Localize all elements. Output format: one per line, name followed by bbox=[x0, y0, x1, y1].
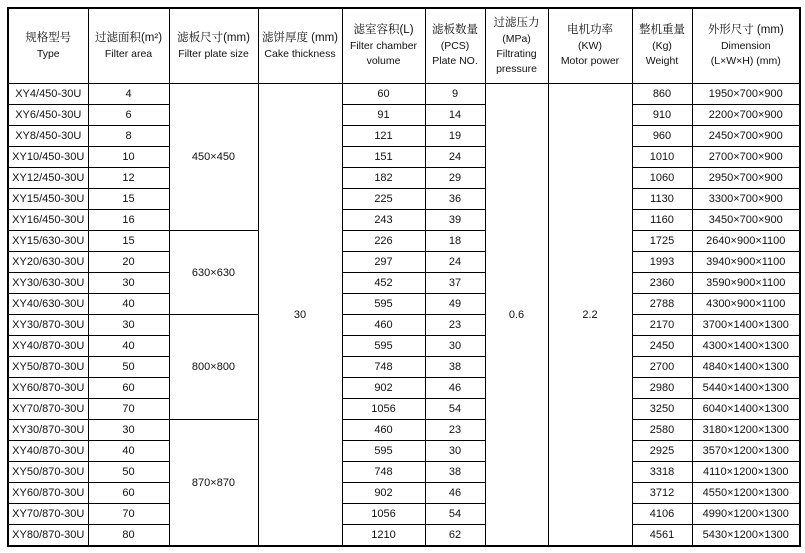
cell-type: XY4/450-30U bbox=[8, 84, 88, 105]
cell-filter-area: 40 bbox=[88, 294, 169, 315]
cell-type: XY30/870-30U bbox=[8, 315, 88, 336]
cell-plate-no: 30 bbox=[425, 441, 485, 462]
pressure-header-unit: (MPa) bbox=[502, 32, 531, 45]
col-header-type bbox=[8, 8, 88, 84]
chamber-volume-header-en: Filter chamber bbox=[349, 40, 418, 53]
cell-plate-no: 39 bbox=[425, 210, 485, 231]
cell-plate-no: 29 bbox=[425, 168, 485, 189]
cell-plate-no: 36 bbox=[425, 189, 485, 210]
cell-chamber-volume: 1056 bbox=[342, 504, 425, 525]
cell-dimension: 2450×700×900 bbox=[692, 126, 800, 147]
col-header-plate-size bbox=[169, 8, 258, 84]
cell-weight: 1993 bbox=[632, 252, 692, 273]
cell-plate-no: 46 bbox=[425, 483, 485, 504]
cell-dimension: 5440×1400×1300 bbox=[692, 378, 800, 399]
cell-chamber-volume: 1056 bbox=[342, 399, 425, 420]
col-header-cake-thickness bbox=[258, 8, 342, 84]
table-row bbox=[8, 168, 800, 189]
table-row bbox=[8, 105, 800, 126]
cell-chamber-volume: 748 bbox=[342, 357, 425, 378]
cell-plate-no: 18 bbox=[425, 231, 485, 252]
table-row bbox=[8, 252, 800, 273]
plate-no-header-unit: (PCS) bbox=[440, 40, 470, 53]
cake-thickness-header-zh: 滤饼厚度 (mm) bbox=[261, 32, 338, 45]
type-header-en: Type bbox=[36, 47, 60, 60]
cell-plate-no: 38 bbox=[425, 462, 485, 483]
cell-chamber-volume: 452 bbox=[342, 273, 425, 294]
table-row bbox=[8, 336, 800, 357]
weight-header-unit: (Kg) bbox=[652, 40, 672, 53]
cell-type: XY30/630-30U bbox=[8, 273, 88, 294]
cell-type: XY70/870-30U bbox=[8, 504, 88, 525]
filter-area-header-zh: 过滤面积(m²) bbox=[94, 32, 163, 45]
cell-plate-no: 46 bbox=[425, 378, 485, 399]
cell-type: XY15/630-30U bbox=[8, 231, 88, 252]
cell-chamber-volume: 595 bbox=[342, 441, 425, 462]
cell-weight: 4106 bbox=[632, 504, 692, 525]
col-header-chamber-volume bbox=[342, 8, 425, 84]
chamber-volume-header-zh: 滤室容积(L) bbox=[353, 24, 414, 37]
cell-filter-area: 20 bbox=[88, 252, 169, 273]
table-row bbox=[8, 504, 800, 525]
cell-filter-area: 6 bbox=[88, 105, 169, 126]
cell-dimension: 2950×700×900 bbox=[692, 168, 800, 189]
cell-filter-area: 10 bbox=[88, 147, 169, 168]
cell-dimension: 3180×1200×1300 bbox=[692, 420, 800, 441]
cell-plate-no: 37 bbox=[425, 273, 485, 294]
cell-weight: 2360 bbox=[632, 273, 692, 294]
cell-type: XY20/630-30U bbox=[8, 252, 88, 273]
cell-plate-no: 9 bbox=[425, 84, 485, 105]
table-row bbox=[8, 399, 800, 420]
cell-dimension: 4300×900×1100 bbox=[692, 294, 800, 315]
table-row bbox=[8, 378, 800, 399]
cell-weight: 2980 bbox=[632, 378, 692, 399]
cell-weight: 3712 bbox=[632, 483, 692, 504]
cell-chamber-volume: 460 bbox=[342, 315, 425, 336]
dimension-header-en: Dimension bbox=[720, 40, 771, 53]
cell-filter-area: 30 bbox=[88, 315, 169, 336]
weight-header-zh: 整机重量 bbox=[639, 24, 685, 37]
spec-table-body bbox=[8, 84, 800, 547]
cell-dimension: 4550×1200×1300 bbox=[692, 483, 800, 504]
cell-chamber-volume: 595 bbox=[342, 336, 425, 357]
cell-chamber-volume: 226 bbox=[342, 231, 425, 252]
cell-type: XY40/630-30U bbox=[8, 294, 88, 315]
cell-type: XY80/870-30U bbox=[8, 525, 88, 547]
table-row bbox=[8, 294, 800, 315]
dimension-header-en2: (L×W×H) (mm) bbox=[710, 55, 781, 68]
plate-size-header-en: Filter plate size bbox=[178, 47, 249, 60]
cell-dimension: 3450×700×900 bbox=[692, 210, 800, 231]
cell-type: XY30/870-30U bbox=[8, 420, 88, 441]
cell-type: XY10/450-30U bbox=[8, 147, 88, 168]
cell-cake-thickness: 30 bbox=[258, 84, 342, 547]
cell-chamber-volume: 297 bbox=[342, 252, 425, 273]
cell-filter-area: 70 bbox=[88, 504, 169, 525]
cell-type: XY40/870-30U bbox=[8, 441, 88, 462]
cell-chamber-volume: 595 bbox=[342, 294, 425, 315]
cell-chamber-volume: 60 bbox=[342, 84, 425, 105]
table-row bbox=[8, 420, 800, 441]
cell-filter-area: 30 bbox=[88, 420, 169, 441]
cell-plate-size: 870×870 bbox=[169, 420, 258, 547]
cell-dimension: 6040×1400×1300 bbox=[692, 399, 800, 420]
cell-chamber-volume: 91 bbox=[342, 105, 425, 126]
cell-dimension: 3700×1400×1300 bbox=[692, 315, 800, 336]
col-header-plate-no bbox=[425, 8, 485, 84]
cell-type: XY50/870-30U bbox=[8, 357, 88, 378]
cell-plate-no: 24 bbox=[425, 147, 485, 168]
cell-weight: 3318 bbox=[632, 462, 692, 483]
cell-plate-size: 630×630 bbox=[169, 231, 258, 315]
cake-thickness-header-en: Cake thickness bbox=[264, 47, 336, 60]
cell-filter-area: 40 bbox=[88, 336, 169, 357]
cell-filter-area: 60 bbox=[88, 378, 169, 399]
cell-chamber-volume: 460 bbox=[342, 420, 425, 441]
cell-plate-no: 19 bbox=[425, 126, 485, 147]
cell-type: XY12/450-30U bbox=[8, 168, 88, 189]
cell-filter-area: 4 bbox=[88, 84, 169, 105]
cell-dimension: 4110×1200×1300 bbox=[692, 462, 800, 483]
cell-weight: 2450 bbox=[632, 336, 692, 357]
cell-weight: 1010 bbox=[632, 147, 692, 168]
cell-weight: 3250 bbox=[632, 399, 692, 420]
cell-chamber-volume: 748 bbox=[342, 462, 425, 483]
cell-chamber-volume: 902 bbox=[342, 483, 425, 504]
cell-dimension: 3940×900×1100 bbox=[692, 252, 800, 273]
type-header-zh: 规格型号 bbox=[25, 32, 72, 45]
cell-chamber-volume: 902 bbox=[342, 378, 425, 399]
table-row bbox=[8, 462, 800, 483]
table-row bbox=[8, 273, 800, 294]
cell-dimension: 3300×700×900 bbox=[692, 189, 800, 210]
table-row bbox=[8, 525, 800, 547]
cell-weight: 1060 bbox=[632, 168, 692, 189]
table-row bbox=[8, 441, 800, 462]
cell-type: XY16/450-30U bbox=[8, 210, 88, 231]
cell-plate-no: 62 bbox=[425, 525, 485, 547]
table-row bbox=[8, 84, 800, 105]
cell-chamber-volume: 121 bbox=[342, 126, 425, 147]
col-header-motor-power bbox=[548, 8, 632, 84]
cell-plate-no: 54 bbox=[425, 399, 485, 420]
cell-dimension: 4840×1400×1300 bbox=[692, 357, 800, 378]
filter-press-spec-table bbox=[7, 7, 801, 547]
cell-plate-no: 23 bbox=[425, 420, 485, 441]
cell-weight: 1725 bbox=[632, 231, 692, 252]
cell-filter-area: 80 bbox=[88, 525, 169, 547]
col-header-filter-area bbox=[88, 8, 169, 84]
cell-filter-area: 40 bbox=[88, 441, 169, 462]
cell-chamber-volume: 151 bbox=[342, 147, 425, 168]
cell-plate-no: 30 bbox=[425, 336, 485, 357]
cell-weight: 860 bbox=[632, 84, 692, 105]
cell-type: XY70/870-30U bbox=[8, 399, 88, 420]
motor-power-header-unit: (KW) bbox=[578, 40, 602, 53]
col-header-weight bbox=[632, 8, 692, 84]
motor-power-header-zh: 电机功率 bbox=[567, 24, 613, 37]
cell-plate-no: 38 bbox=[425, 357, 485, 378]
cell-filter-area: 30 bbox=[88, 273, 169, 294]
cell-weight: 2580 bbox=[632, 420, 692, 441]
header-row bbox=[8, 8, 800, 84]
cell-plate-no: 24 bbox=[425, 252, 485, 273]
cell-filter-area: 70 bbox=[88, 399, 169, 420]
table-row bbox=[8, 357, 800, 378]
cell-plate-no: 49 bbox=[425, 294, 485, 315]
cell-dimension: 1950×700×900 bbox=[692, 84, 800, 105]
pressure-header-en: Filtrating bbox=[496, 47, 537, 60]
cell-plate-no: 54 bbox=[425, 504, 485, 525]
cell-dimension: 4990×1200×1300 bbox=[692, 504, 800, 525]
cell-dimension: 2200×700×900 bbox=[692, 105, 800, 126]
col-header-pressure bbox=[485, 8, 548, 84]
plate-no-header-zh: 滤板数量 bbox=[432, 24, 478, 37]
cell-weight: 2170 bbox=[632, 315, 692, 336]
cell-type: XY50/870-30U bbox=[8, 462, 88, 483]
pressure-header-en2: pressure bbox=[496, 62, 537, 75]
cell-weight: 2925 bbox=[632, 441, 692, 462]
plate-size-header-zh: 滤板尺寸(mm) bbox=[177, 32, 250, 45]
weight-header-en: Weight bbox=[645, 55, 679, 68]
table-row bbox=[8, 147, 800, 168]
chamber-volume-header-en2: volume bbox=[366, 55, 401, 68]
cell-filter-area: 50 bbox=[88, 462, 169, 483]
cell-filter-area: 12 bbox=[88, 168, 169, 189]
table-row bbox=[8, 231, 800, 252]
filter-area-header-en: Filter area bbox=[104, 47, 153, 60]
cell-weight: 960 bbox=[632, 126, 692, 147]
table-header bbox=[8, 8, 800, 84]
cell-chamber-volume: 225 bbox=[342, 189, 425, 210]
cell-filter-area: 60 bbox=[88, 483, 169, 504]
cell-weight: 2700 bbox=[632, 357, 692, 378]
cell-dimension: 3570×1200×1300 bbox=[692, 441, 800, 462]
cell-type: XY6/450-30U bbox=[8, 105, 88, 126]
table-row bbox=[8, 189, 800, 210]
motor-power-header-en: Motor power bbox=[560, 55, 620, 68]
cell-filter-area: 15 bbox=[88, 189, 169, 210]
cell-filtrating-pressure: 0.6 bbox=[485, 84, 548, 547]
plate-no-header-en: Plate NO. bbox=[432, 55, 478, 68]
table-row bbox=[8, 126, 800, 147]
cell-plate-no: 14 bbox=[425, 105, 485, 126]
cell-weight: 1160 bbox=[632, 210, 692, 231]
cell-weight: 2788 bbox=[632, 294, 692, 315]
dimension-header-zh: 外形尺寸 (mm) bbox=[707, 24, 784, 37]
cell-motor-power: 2.2 bbox=[548, 84, 632, 547]
pressure-header-zh: 过滤压力 bbox=[493, 16, 540, 29]
table-row bbox=[8, 483, 800, 504]
cell-type: XY15/450-30U bbox=[8, 189, 88, 210]
table-row bbox=[8, 315, 800, 336]
cell-chamber-volume: 182 bbox=[342, 168, 425, 189]
cell-dimension: 2700×700×900 bbox=[692, 147, 800, 168]
cell-type: XY40/870-30U bbox=[8, 336, 88, 357]
cell-filter-area: 50 bbox=[88, 357, 169, 378]
cell-type: XY60/870-30U bbox=[8, 483, 88, 504]
cell-plate-size: 800×800 bbox=[169, 315, 258, 420]
cell-weight: 910 bbox=[632, 105, 692, 126]
cell-dimension: 4300×1400×1300 bbox=[692, 336, 800, 357]
cell-filter-area: 8 bbox=[88, 126, 169, 147]
cell-dimension: 5430×1200×1300 bbox=[692, 525, 800, 547]
cell-plate-no: 23 bbox=[425, 315, 485, 336]
cell-chamber-volume: 1210 bbox=[342, 525, 425, 547]
cell-dimension: 2640×900×1100 bbox=[692, 231, 800, 252]
cell-chamber-volume: 243 bbox=[342, 210, 425, 231]
cell-dimension: 3590×900×1100 bbox=[692, 273, 800, 294]
cell-type: XY60/870-30U bbox=[8, 378, 88, 399]
col-header-dimension bbox=[692, 8, 800, 84]
cell-weight: 1130 bbox=[632, 189, 692, 210]
cell-filter-area: 15 bbox=[88, 231, 169, 252]
table-row bbox=[8, 210, 800, 231]
cell-type: XY8/450-30U bbox=[8, 126, 88, 147]
cell-weight: 4561 bbox=[632, 525, 692, 547]
cell-filter-area: 16 bbox=[88, 210, 169, 231]
cell-plate-size: 450×450 bbox=[169, 84, 258, 231]
